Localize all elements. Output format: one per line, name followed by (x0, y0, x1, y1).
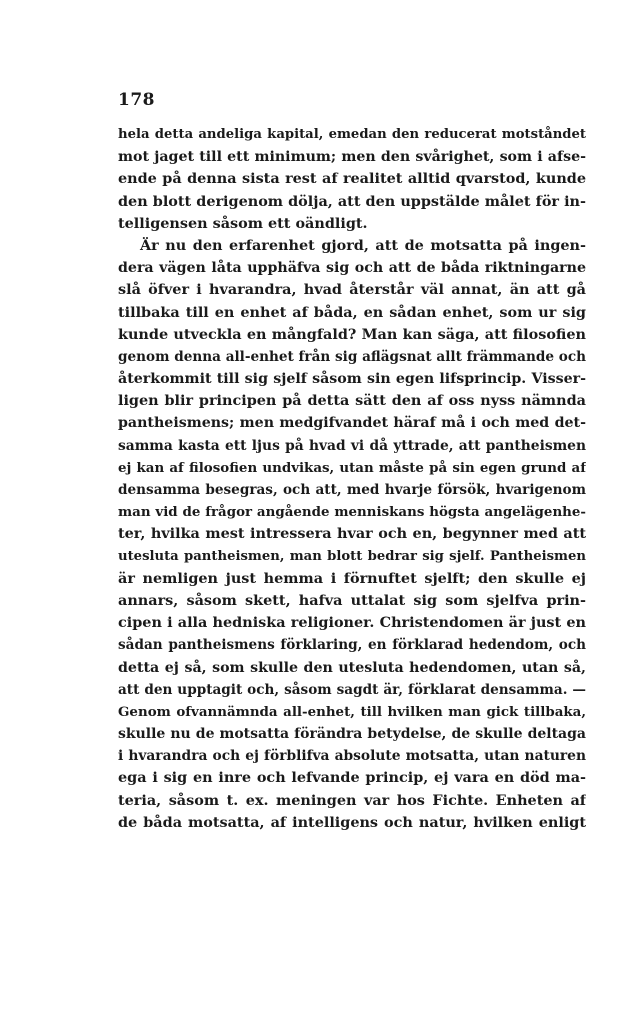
text-line: telligensen såsom ett oändligt. (118, 214, 368, 232)
text-line: kunde utveckla en mångfald? Man kan säga, att filosofien (118, 325, 586, 343)
text-line: annars, såsom skett, hafva uttalat sig som sjelfva prin- (118, 591, 586, 609)
text-line: ende på denna sista rest af realitet alltid qvarstod, kunde (118, 170, 586, 188)
text-line: ligen blir principen på detta sätt den af oss nyss nämnda (118, 392, 586, 410)
text-line: tillbaka till en enhet af båda, en sådan enhet, som ur sig (118, 303, 586, 321)
text-line: mot jaget till ett minimum; men den svårighet, som i afse- (118, 149, 586, 166)
text-line: utesluta pantheismen, man blott bedrar sig sjelf. Pantheismen (118, 548, 586, 564)
text-line: den blott derigenom dölja, att den uppstälde målet för in- (118, 192, 586, 210)
body-text (118, 124, 586, 834)
text-line: Är nu den erfarenhet gjord, att de motsatta på ingen- (140, 236, 586, 254)
text-line: är nemligen just hemma i förnuftet sjelft; den skulle ej (118, 569, 586, 587)
text-line: teria, såsom t. ex. meningen var hos Fichte. Enheten af (118, 791, 586, 809)
text-line: de båda motsatta, af intelligens och natur, hvilken enligt (118, 813, 586, 831)
text-line: ter, hvilka mest intressera hvar och en, begynner med att (118, 525, 586, 543)
text-line: hela detta andeliga kapital, emedan den reducerat motståndet (118, 127, 586, 142)
text-line: skulle nu de motsatta förändra betydelse, de skulle deltaga (118, 726, 586, 743)
text-line: i hvarandra och ej förblifva absolute motsatta, utan naturen (118, 748, 586, 765)
text-line: pantheismens; men medgifvandet häraf må i och med det- (118, 415, 586, 432)
text-line: cipen i alla hedniska religioner. Christendomen är just en (118, 614, 586, 632)
text-line: återkommit till sig sjelf såsom sin egen lifsprincip. Visser- (118, 371, 586, 388)
text-line: slå öfver i hvarandra, hvad återstår väl annat, än att gå (118, 281, 586, 299)
text-line: sådan pantheismens förklaring, en förklarad hedendom, och (118, 637, 586, 654)
text-line: genom denna all-enhet från sig aflägsnat allt främmande och (118, 348, 586, 365)
text-line: man vid de frågor angående menniskans högsta angelägenhe- (118, 504, 586, 521)
text-line: samma kasta ett ljus på hvad vi då yttrade, att pantheismen (118, 437, 586, 454)
text-line: Genom ofvannämnda all-enhet, till hvilken man gick tillbaka, (118, 703, 586, 720)
text-line: detta ej så, som skulle den utesluta hedendomen, utan så, (118, 659, 586, 676)
page-number: 178 (118, 90, 155, 110)
text-line: ej kan af filosofien undvikas, utan måste på sin egen grund af (118, 459, 586, 476)
text-line: ega i sig en inre och lefvande princip, ej vara en död ma- (118, 769, 586, 787)
text-line: dera vägen låta upphäfva sig och att de båda riktningarne (118, 260, 586, 277)
text-line: densamma besegras, och att, med hvarje försök, hvarigenom (118, 482, 586, 498)
text-line: att den upptagit och, såsom sagdt är, förklarat densamma. — (118, 681, 586, 698)
